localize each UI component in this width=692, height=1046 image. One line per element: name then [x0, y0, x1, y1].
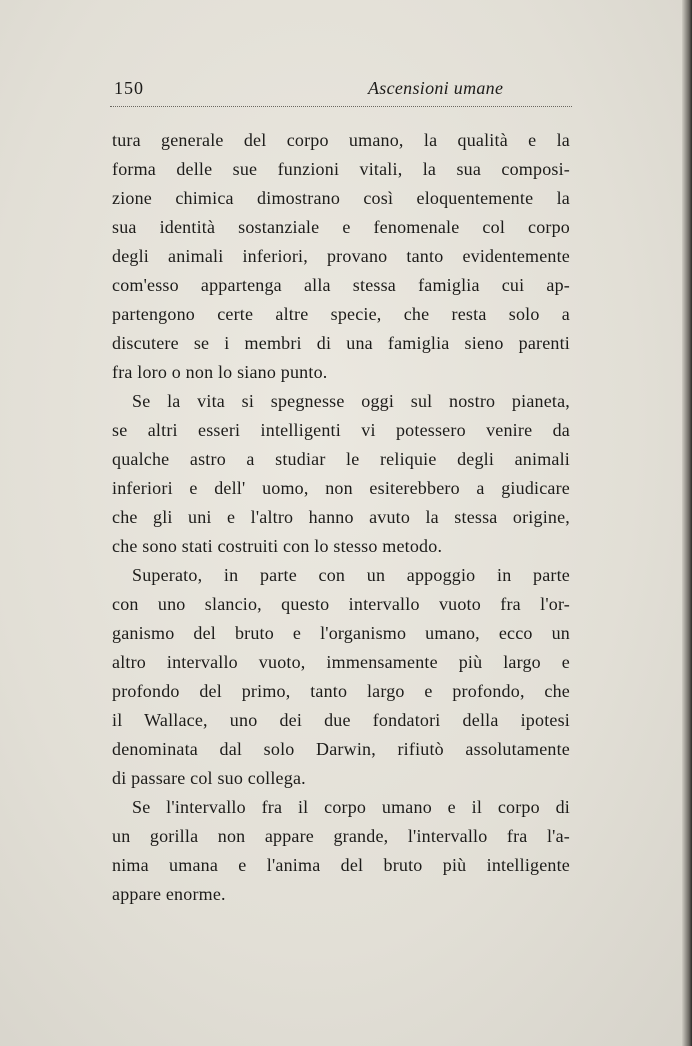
text-line: denominata dal solo Darwin, rifiutò assolutamente — [112, 739, 570, 759]
text-line: profondo del primo, tanto largo e profondo, che — [112, 681, 570, 701]
text-line: sua identità sostanziale e fenomenale col corpo — [112, 217, 570, 237]
text-line: forma delle sue funzioni vitali, la sua composi- — [112, 159, 570, 179]
text-line: tura generale del corpo umano, la qualità e la — [112, 130, 570, 150]
text-line: un gorilla non appare grande, l'intervallo fra l'a- — [112, 826, 570, 846]
text-line: altro intervallo vuoto, immensamente più largo e — [112, 652, 570, 672]
text-line: nima umana e l'anima del bruto più intelligente — [112, 855, 570, 875]
text-line: inferiori e dell' uomo, non esiterebbero a giudicare — [112, 478, 570, 498]
page-edge-shadow — [682, 0, 692, 1046]
text-line: com'esso appartenga alla stessa famiglia cui ap- — [112, 275, 570, 295]
header-rule — [110, 106, 572, 107]
text-line: discutere se i membri di una famiglia sieno parenti — [112, 333, 570, 353]
text-line: qualche astro a studiar le reliquie degli animali — [112, 449, 570, 469]
text-line: degli animali inferiori, provano tanto evidentemente — [112, 246, 570, 266]
page-header — [110, 76, 572, 106]
text-line: ganismo del bruto e l'organismo umano, ecco un — [112, 623, 570, 643]
page-number: 150 — [114, 78, 144, 98]
text-line: fra loro o non lo siano punto. — [112, 362, 328, 382]
text-line: partengono certe altre specie, che resta solo a — [112, 304, 570, 324]
text-line: il Wallace, uno dei due fondatori della ipotesi — [112, 710, 570, 730]
text-line: che gli uni e l'altro hanno avuto la stessa origine, — [112, 507, 570, 527]
paragraph-start-line: Se l'intervallo fra il corpo umano e il corpo di — [132, 797, 570, 817]
text-line: se altri esseri intelligenti vi potessero venire da — [112, 420, 570, 440]
running-title: Ascensioni umane — [368, 78, 504, 98]
body-text — [112, 126, 570, 909]
text-line: zione chimica dimostrano così eloquentemente la — [112, 188, 570, 208]
paragraph-start-line: Se la vita si spegnesse oggi sul nostro pianeta, — [132, 391, 570, 411]
paragraph-start-line: Superato, in parte con un appoggio in parte — [132, 565, 570, 585]
text-line: con uno slancio, questo intervallo vuoto fra l'or- — [112, 594, 570, 614]
text-line: che sono stati costruiti con lo stesso metodo. — [112, 536, 443, 556]
text-line: di passare col suo collega. — [112, 768, 306, 788]
text-line: appare enorme. — [112, 884, 226, 904]
